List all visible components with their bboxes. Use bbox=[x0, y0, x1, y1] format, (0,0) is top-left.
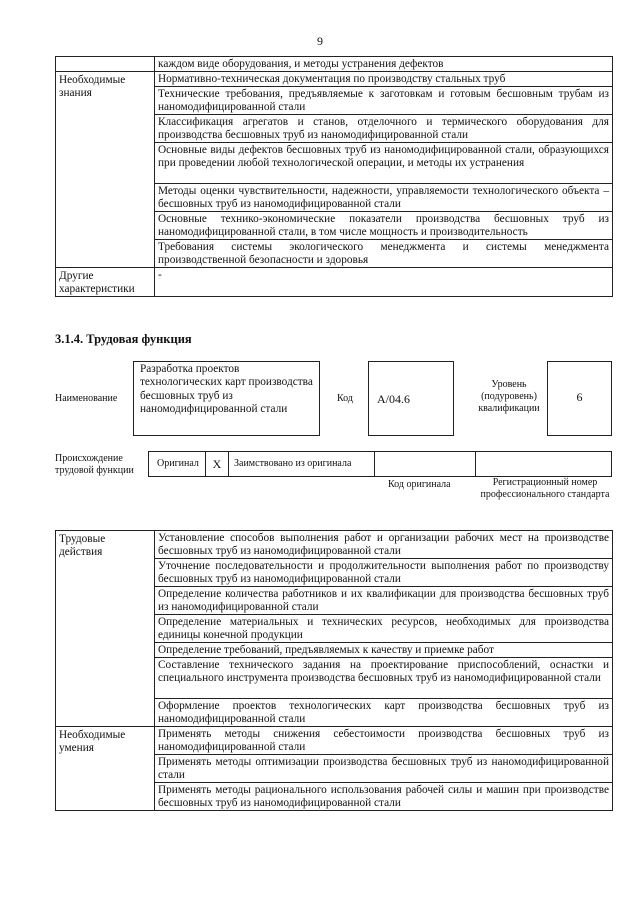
row-label-actions: Трудовые действия bbox=[56, 531, 155, 727]
reg-number-caption: Регистрационный номер профессионального стандарта bbox=[480, 477, 610, 500]
original-cell: Оригинал bbox=[148, 451, 206, 477]
function-name-box: Разработка проектов технологических карт производства бесшовных труб из наномодифицированной стали bbox=[133, 361, 320, 436]
row-label bbox=[56, 57, 155, 72]
row-label-knowledge: Необходимые знания bbox=[56, 72, 155, 268]
function-level-box: 6 bbox=[547, 361, 612, 436]
table-row bbox=[56, 268, 613, 297]
code-label: Код bbox=[337, 393, 353, 404]
code-original-caption: Код оригинала bbox=[388, 479, 451, 490]
borrowed-cell: Заимствовано из оригинала bbox=[228, 451, 375, 477]
code-original-cell bbox=[374, 451, 476, 477]
page-number: 9 bbox=[317, 34, 323, 48]
row-text: Определение материальных и технических ресурсов, необходимых для производства единицы конечной продукции bbox=[155, 615, 613, 643]
origin-label: Происхождение трудовой функции bbox=[55, 453, 134, 476]
original-mark: X bbox=[205, 451, 229, 477]
actions-table bbox=[55, 530, 613, 811]
origin-row bbox=[148, 451, 612, 477]
reg-number-cell bbox=[475, 451, 612, 477]
row-text: Классификация агрегатов и станов, отделочного и термического оборудования для производства бесшовных труб из наномодифицированной стали bbox=[155, 115, 613, 143]
table-row bbox=[56, 72, 613, 87]
row-text: каждом виде оборудования, и методы устранения дефектов bbox=[155, 57, 613, 72]
row-text: Основные технико-экономические показатели производства бесшовных труб из наномодифицированной стали, в том числе мощность и производительность bbox=[155, 212, 613, 240]
row-text: Требования системы экологического менеджмента и системы менеджмента производственной безопасности и здоровья bbox=[155, 240, 613, 268]
row-label-other: Другие характеристики bbox=[56, 268, 155, 297]
row-text: Нормативно-техническая документация по производству стальных труб bbox=[155, 72, 613, 87]
row-text: Установление способов выполнения работ и организации рабочих мест на производстве бесшовных труб из наномодифицированной стали bbox=[155, 531, 613, 559]
row-text: Составление технического задания на проектирование приспособлений, оснастки и специального инструмента производства бесшовных труб из наномодифицированной стали bbox=[155, 658, 613, 699]
table-row bbox=[56, 57, 613, 72]
row-text: Определение требований, предъявляемых к качеству и приемке работ bbox=[155, 643, 613, 658]
row-text: Уточнение последовательности и продолжительности выполнения работ по производству бесшовных труб из наномодифицированной стали bbox=[155, 559, 613, 587]
row-label-skills: Необходимые умения bbox=[56, 727, 155, 811]
table-row bbox=[56, 727, 613, 755]
row-text: Методы оценки чувствительности, надежности, управляемости технологического объекта – бесшовных труб из наномодифицированной стали bbox=[155, 184, 613, 212]
row-text: Основные виды дефектов бесшовных труб из наномодифицированной стали, образующихся при проведении любой технологической операции, и методы их устранения bbox=[155, 143, 613, 184]
row-text: Определение количества работников и их квалификации для производства бесшовных труб из наномодифицированной стали bbox=[155, 587, 613, 615]
level-label: Уровень (подуровень) квалификации bbox=[478, 379, 540, 414]
row-text: Применять методы оптимизации производства бесшовных труб из наномодифицированной стали bbox=[155, 755, 613, 783]
section-title: 3.1.4. Трудовая функция bbox=[55, 332, 192, 346]
row-text: Оформление проектов технологических карт производства бесшовных труб из наномодифицированной стали bbox=[155, 699, 613, 727]
table-row bbox=[56, 531, 613, 559]
row-text: Применять методы снижения себестоимости производства бесшовных труб из наномодифицированной стали bbox=[155, 727, 613, 755]
name-label: Наименование bbox=[55, 393, 118, 404]
row-text: - bbox=[155, 268, 613, 297]
row-text: Применять методы рационального использования рабочей силы и машин при производстве бесшовных труб из наномодифицированной стали bbox=[155, 783, 613, 811]
knowledge-table bbox=[55, 56, 613, 297]
function-code-box: А/04.6 bbox=[368, 361, 454, 436]
row-text: Технические требования, предъявляемые к заготовкам и готовым бесшовным трубам из наномодифицированной стали bbox=[155, 87, 613, 115]
